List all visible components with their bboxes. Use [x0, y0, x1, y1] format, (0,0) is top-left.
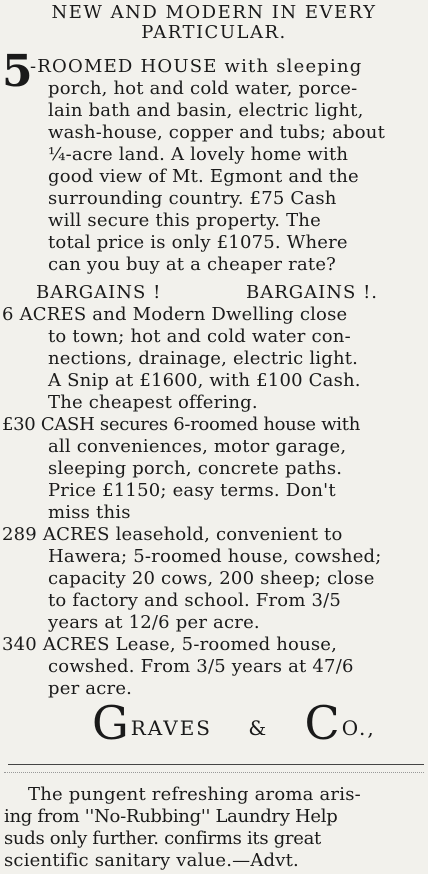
divider-rule: [8, 764, 424, 765]
listing-line: surrounding country. £75 Cash: [48, 188, 337, 209]
listing-line: good view of Mt. Egmont and the: [48, 166, 359, 187]
notice-line: The pungent refreshing aroma aris-: [28, 784, 361, 805]
listing-line: cowshed. From 3/5 years at 47/6: [48, 656, 354, 677]
listing-line: -ROOMED HOUSE with sleeping: [30, 56, 363, 77]
listing-line: can you buy at a cheaper rate?: [48, 254, 337, 275]
listing-line: Hawera; 5-roomed house, cowshed;: [48, 546, 382, 567]
firm-initial-g: G: [92, 696, 131, 750]
listing-line: 289 ACRES leasehold, convenient to: [2, 524, 343, 545]
listing-line: 6 ACRES and Modern Dwelling close: [2, 304, 348, 325]
notice-line: suds only further. confirms its great: [4, 828, 321, 849]
firm-name-rest: RAVES: [130, 716, 212, 740]
divider-dots: [4, 772, 424, 773]
listing-line: capacity 20 cows, 200 sheep; close: [48, 568, 375, 589]
bargains-left: BARGAINS !: [36, 282, 162, 303]
dropcap: 5: [2, 46, 33, 97]
bargains-right: BARGAINS !.: [246, 282, 379, 303]
listing-line: to town; hot and cold water con-: [48, 326, 351, 347]
listing-line: will secure this property. The: [48, 210, 321, 231]
listing-line: The cheapest offering.: [48, 392, 258, 413]
listing-line: wash-house, copper and tubs; about: [48, 122, 386, 143]
listing-line: miss this: [48, 502, 131, 523]
listing-line: 340 ACRES Lease, 5-roomed house,: [2, 634, 338, 655]
firm-ampersand: &: [248, 716, 269, 740]
listing-line: porch, hot and cold water, porce-: [48, 78, 358, 99]
firm-name: [92, 696, 376, 750]
listing-line: lain bath and basin, electric light,: [48, 100, 364, 121]
notice-line: ing from ''No-Rubbing'' Laundry Help: [4, 806, 338, 827]
listing-line: total price is only £1075. Where: [48, 232, 348, 253]
headline-line-2: PARTICULAR.: [141, 22, 287, 43]
listing-line: per acre.: [48, 678, 133, 699]
listing-line: sleeping porch, concrete paths.: [48, 458, 343, 479]
listing-line: A Snip at £1600, with £100 Cash.: [48, 370, 361, 391]
firm-initial-c: C: [304, 696, 342, 750]
notice-line: scientific sanitary value.—Advt.: [4, 850, 299, 871]
listing-line: all conveniences, motor garage,: [48, 436, 347, 457]
listing-line: Price £1150; easy terms. Don't: [48, 480, 336, 501]
listing-line: ¼-acre land. A lovely home with: [48, 144, 349, 165]
headline-line-1: NEW AND MODERN IN EVERY: [51, 2, 377, 23]
firm-co-rest: O.,: [341, 716, 376, 740]
listing-line: years at 12/6 per acre.: [48, 612, 260, 633]
listing-line: £30 CASH secures 6-roomed house with: [2, 414, 360, 435]
listing-line: nections, drainage, electric light.: [48, 348, 359, 369]
listing-line: to factory and school. From 3/5: [48, 590, 342, 611]
